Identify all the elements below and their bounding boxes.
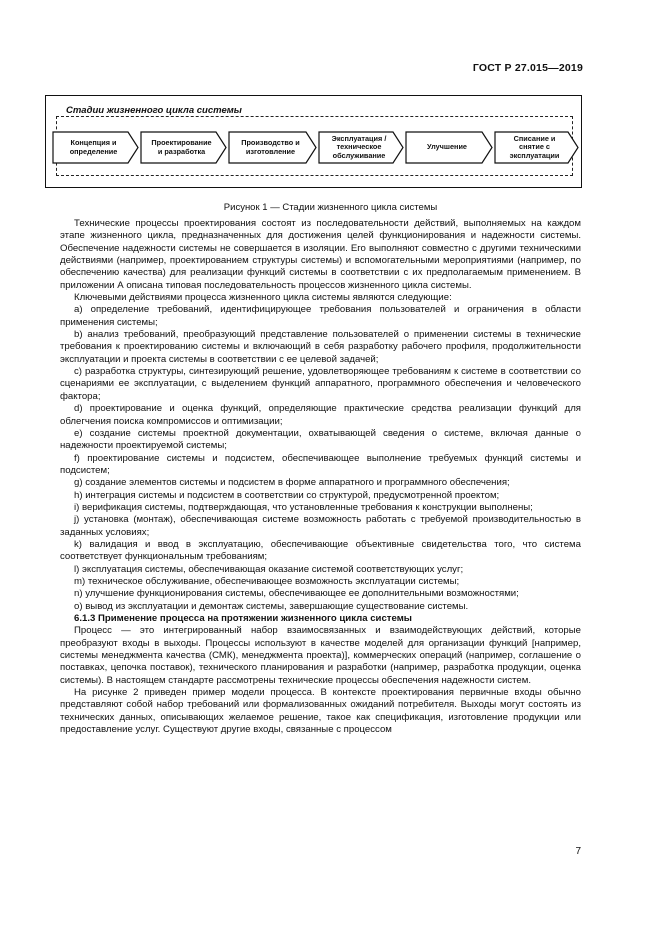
- list-item: l) эксплуатация системы, обеспечивающая оказание системой соответствующих услуг;: [74, 563, 464, 575]
- stage-improvement: [406, 132, 492, 163]
- lifecycle-frame-label: Стадии жизненного цикла системы: [66, 105, 242, 116]
- standard-header: ГОСТ Р 27.015—2019: [472, 62, 583, 74]
- stage-design: [141, 132, 226, 163]
- list-item: h) интеграция системы и подсистем в соответствии со структурой, предусмотренной проектом;: [74, 489, 500, 501]
- list-item: b) анализ требований, преобразующий представление пользователей о применении системы в технические требования к проектированию системы и включающий в себя разработку рабочего профиля, продолжительности эксплуатации и проекта системы в соответствии с ее целевой задачей;: [60, 329, 581, 365]
- list-item: a) определение требований, идентифицирующее требования пользователей и ограничения в области применения системы;: [60, 304, 581, 328]
- document-body: [60, 218, 581, 736]
- stage-label: Проектирование и разработка: [151, 138, 212, 156]
- stage-label: Эксплуатация / техническое обслуживание: [331, 134, 387, 160]
- list-item: m) техническое обслуживание, обеспечивающее возможность эксплуатации системы;: [74, 575, 460, 587]
- stage-production: [229, 132, 316, 163]
- list-item: k) валидация и ввод в эксплуатацию, обеспечивающие объективные свидетельства того, что система соответствует функциональным требованиям;: [60, 538, 581, 563]
- page-number: 7: [575, 846, 581, 857]
- list-item: f) проектирование системы и подсистем, обеспечивающее выполнение требуемых функций системы и подсистем;: [60, 452, 581, 476]
- list-item: c) разработка структуры, синтезирующий решение, удовлетворяющее требованиям к системе в соответствии со сценариями ее эксплуатации, с выделением функций аппаратного, программного обеспечения и человеческого фактора;: [60, 366, 581, 402]
- stage-concept: [53, 132, 138, 163]
- list-item: o) вывод из эксплуатации и демонтаж системы, завершающие существование системы.: [74, 600, 469, 612]
- stage-label: Списание и снятие с эксплуатации: [509, 134, 560, 160]
- figure-caption: Рисунок 1 — Стадии жизненного цикла системы: [223, 202, 438, 213]
- paragraph: Процесс — это интегрированный набор взаимосвязанных и взаимодействующих действий, которые преобразуют входы в выходы. Процессы используют в качестве моделей для организации функций [например, системы менеджмента качества (СМК), менеджмента проекта)], коммерческих операций (например, соглашение о поставках, цепочка поставок), технического планирования и разработки (например, разработка продукции, оценка системы). В настоящем стандарте рассмотрены технические процессы обеспечения надежности систем.: [60, 625, 581, 686]
- list-item: i) верификация системы, подтверждающая, что установленные требования к конструкции выполнены;: [74, 501, 533, 513]
- list-item: n) улучшение функционирования системы, обеспечивающее ее дополнительными возможностями;: [74, 588, 519, 600]
- paragraph: На рисунке 2 приведен пример модели процесса. В контексте проектирования первичные входы обычно представляют собой набор требований или формализованных ожиданий потребителя. Выходы могут состоять из технических данных, описывающих желаемое решение, такое как спецификация, изготовление продукции или предоставление услуг. Существуют другие входы, связанные с процессом: [60, 687, 581, 736]
- stage-label: Производство и изготовление: [241, 138, 300, 156]
- list-item: d) проектирование и оценка функций, определяющие практические средства реализации функций для облегчения поиска компромиссов и оптимизации;: [60, 403, 581, 427]
- paragraph: Ключевыми действиями процесса жизненного цикла системы являются следующие:: [74, 292, 452, 304]
- stage-label: Улучшение: [426, 142, 467, 152]
- stage-retirement: [495, 132, 578, 163]
- list-item: j) установка (монтаж), обеспечивающая системе возможность работать с требуемой производительностью в заданных условиях;: [60, 514, 581, 538]
- list-item: e) создание системы проектной документации, охватывающей сведения о системе, включая данные о надежности проектируемой системы;: [60, 427, 581, 452]
- stage-label: Концепция и определение: [69, 138, 118, 156]
- lifecycle-figure: [45, 95, 582, 188]
- section-heading: 6.1.3 Применение процесса на протяжении жизненного цикла системы: [74, 613, 412, 624]
- list-item: g) создание элементов системы и подсистем в форме аппаратного и программного обеспечения;: [74, 477, 510, 489]
- stage-operation: [319, 132, 403, 163]
- paragraph: Технические процессы проектирования состоят из последовательности действий, выполняемых на каждом этапе жизненного цикла, предназначенных для достижения целей функционирования и надежности системы. Обеспечение надежности системы не совершается в изоляции. Его выполняют совместно с другими техническими действиями (например, проектированием структуры системы) и вспомогательными мероприятиями (например, по обеспечению качества) для реализации функций системы в соответствии с их предполагаемым применением. В приложении А описана типовая последовательность процессов жизненного цикла системы.: [60, 218, 581, 291]
